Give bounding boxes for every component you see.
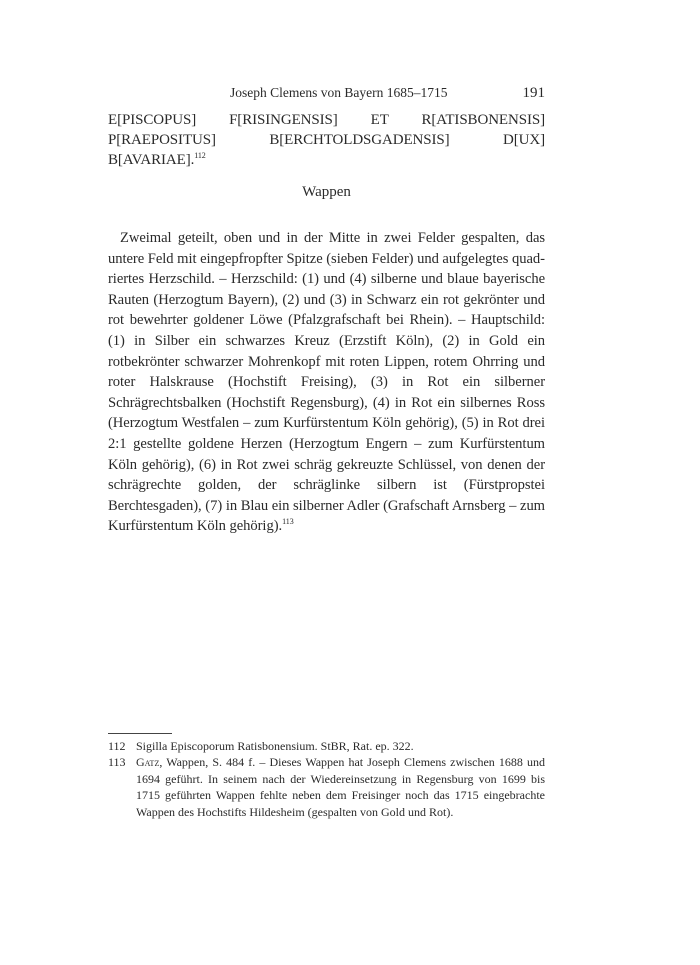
footnote-number: 113 bbox=[108, 755, 126, 770]
footnote-number: 112 bbox=[108, 739, 126, 753]
footnote-author: Gatz bbox=[136, 755, 160, 770]
seal-inscription bbox=[108, 110, 545, 170]
page-number: 191 bbox=[522, 85, 545, 101]
footnotes bbox=[108, 738, 545, 820]
footnote-text: , Wappen, S. 484 f. – Dieses Wappen hat Joseph Clemens zwischen 1688 und 1694 geführt. In seinem nach der Wiedereinsetzung in Regensburg von 1699 bis 1715 geführten Wappen fehlte neben dem Freisinger noch das 1715 eingebrachte Wappen des Hochstifts Hildesheim (gespalten von Gold und Rot). bbox=[136, 755, 545, 819]
footnote-112 bbox=[108, 738, 545, 754]
section-heading: Wappen bbox=[302, 184, 351, 200]
footnote-113 bbox=[108, 754, 545, 820]
inscription-text: E[PISCOPUS] F[RISINGENSIS] ET R[ATISBONENSIS] P[RAEPOSITUS] B[ERCHTOLDSGADENSIS] D[UX] B[AVARIAE]. bbox=[108, 112, 545, 168]
footnote-separator bbox=[108, 733, 172, 734]
paragraph-text: Zweimal geteilt, oben und in der Mitte in zwei Felder gespalten, das untere Feld mit eingepfropfter Spitze (sieben Felder) und aufgelegtes quadriertes Herzschild. – Herzschild: (1) und (4) silberne und blaue bayerische Rauten (Herzogtum Bayern), (2) und (3) in Schwarz ein rot gekrönter und rot bewehrter goldener Löwe (Pfalzgrafschaft bei Rhein). – Hauptschild: (1) in Silber ein schwarzes Kreuz (Erzstift Köln), (2) in Gold ein rotbekrönter schwarzer Mohrenkopf mit roten Lippen, rotem Ohrring und roter Halskrause (Hochstift Freising), (3) in Rot ein silberner Schrägrechtsbalken (Hochstift Regensburg), (4) in Rot ein silbernes Ross (Herzogtum Westfalen – zum Kurfürstentum Köln gehörig), (5) in Rot drei 2:1 gestellte goldene Herzen (Herzogtum Engern – zum Kurfürstentum Köln gehörig), (6) in Rot zwei schräg gekreuzte Schlüssel, von denen der schrägrechte golden, der schräglinke silbern ist (Fürstpropstei Berchtesgaden), (7) in Blau ein silberner Adler (Grafschaft Arnsberg – zum Kurfürstentum Köln gehörig). bbox=[108, 230, 545, 535]
running-title: Joseph Clemens von Bayern 1685–1715 bbox=[230, 85, 448, 100]
footnote-text: Sigilla Episcoporum Ratisbonensium. StBR, Rat. ep. 322. bbox=[136, 739, 414, 753]
footnote-ref-113[interactable]: 113 bbox=[282, 517, 294, 527]
footnote-ref-112[interactable]: 112 bbox=[194, 151, 206, 160]
body-paragraph bbox=[108, 228, 545, 537]
